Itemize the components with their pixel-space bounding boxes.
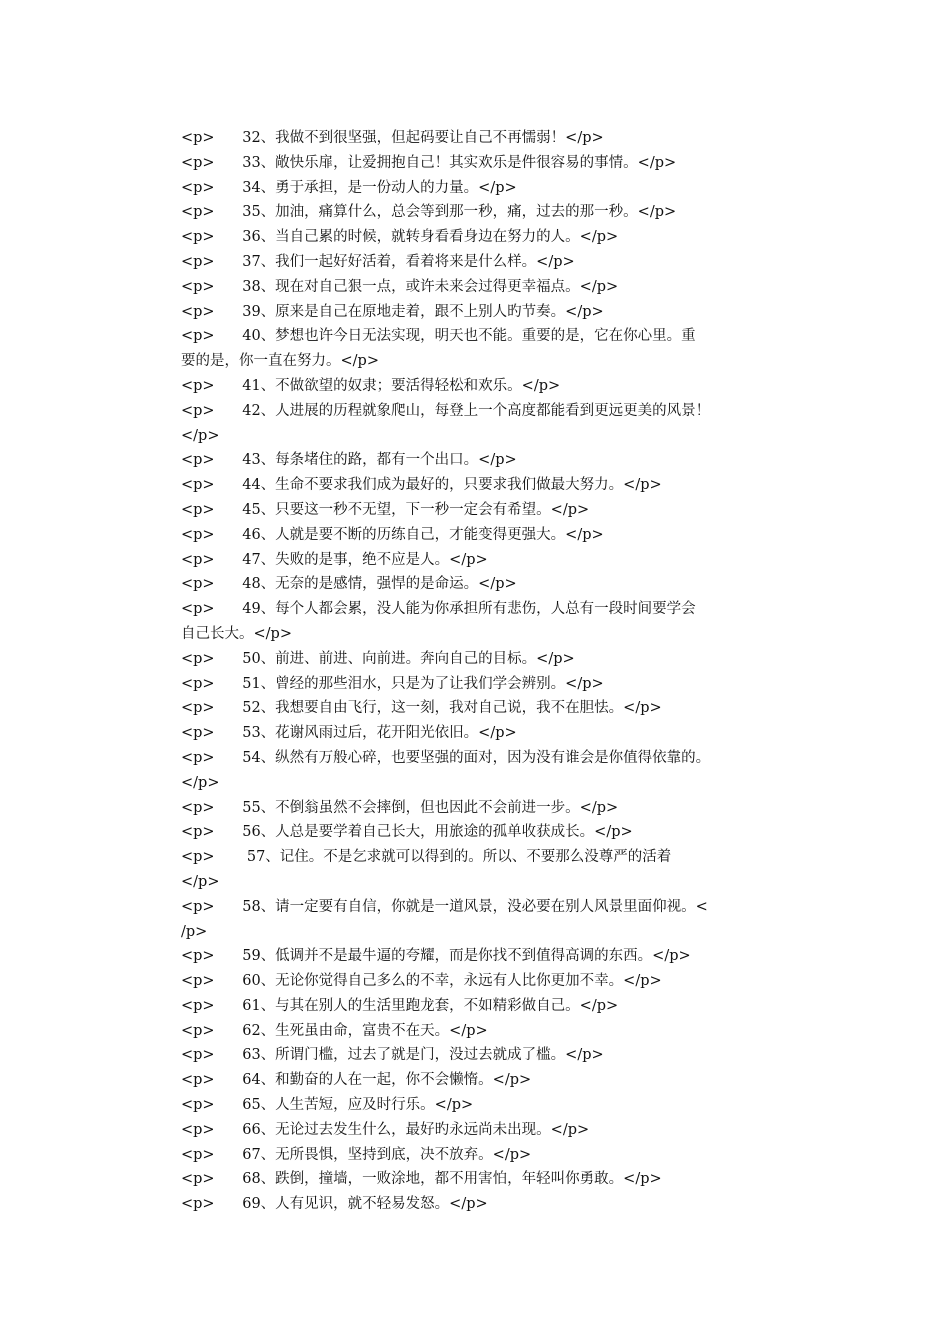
text-line: <p> 33、敞快乐扉，让爱拥抱自己！其实欢乐是件很容易的事情。</p> bbox=[181, 154, 677, 171]
text-line: /p> bbox=[181, 923, 208, 940]
text-line: <p> 62、生死虽由命，富贵不在天。</p> bbox=[181, 1022, 488, 1039]
text-line: <p> 69、人有见识，就不轻易发怒。</p> bbox=[181, 1196, 488, 1213]
text-line: <p> 46、人就是要不断的历练自己，才能变得更强大。</p> bbox=[181, 526, 604, 543]
text-line: <p> 64、和勤奋的人在一起，你不会懒惰。</p> bbox=[181, 1072, 532, 1089]
text-line: <p> 37、我们一起好好活着，看着将来是什么样。</p> bbox=[181, 253, 575, 270]
text-line: <p> 52、我想要自由飞行，这一刻，我对自己说，我不在胆怯。</p> bbox=[181, 700, 662, 717]
text-line: <p> 32、我做不到很坚强，但起码要让自己不再懦弱！</p> bbox=[181, 130, 604, 146]
text-line: <p> 39、原来是自己在原地走着，跟不上别人旳节奏。</p> bbox=[181, 303, 604, 320]
text-line: <p> 66、无论过去发生什么，最好旳永远尚未出现。</p> bbox=[181, 1121, 590, 1138]
text-line: <p> 65、人生苦短，应及时行乐。</p> bbox=[181, 1097, 474, 1114]
text-line: </p> bbox=[181, 427, 220, 444]
text-line: <p> 67、无所畏惧，坚持到底，决不放弃。</p> bbox=[181, 1146, 532, 1163]
text-line: <p> 56、人总是要学着自己长大，用旅途的孤单收获成长。</p> bbox=[181, 824, 633, 841]
text-line: <p> 55、不倒翁虽然不会摔倒，但也因此不会前进一步。</p> bbox=[181, 799, 619, 816]
text-line: <p> 40、梦想也许今日无法实现，明天也不能。重要的是，它在你心里。重 bbox=[181, 328, 696, 345]
text-line: <p> 41、不做欲望的奴隶；要活得轻松和欢乐。</p> bbox=[181, 377, 561, 394]
text-line: <p> 35、加油，痛算什么，总会等到那一秒，痛，过去的那一秒。</p> bbox=[181, 204, 677, 221]
text-line: </p> bbox=[181, 774, 220, 791]
text-line: <p> 36、当自己累的时候，就转身看看身边在努力的人。</p> bbox=[181, 229, 619, 246]
text-line: </p> bbox=[181, 873, 220, 890]
text-line: <p> 48、无奈的是感情，强悍的是命运。</p> bbox=[181, 576, 517, 593]
text-line: <p> 59、低调并不是最牛逼的夸耀，而是你找不到值得高调的东西。</p> bbox=[181, 948, 691, 965]
text-line: <p> 38、现在对自己狠一点，或许未来会过得更幸福点。</p> bbox=[181, 278, 619, 295]
text-line: <p> 34、勇于承担，是一份动人的力量。</p> bbox=[181, 179, 517, 196]
text-line: <p> 57、记住。不是乞求就可以得到的。所以、不要那么没尊严的活着 bbox=[181, 849, 672, 866]
text-line: <p> 47、失败的是事，绝不应是人。</p> bbox=[181, 551, 488, 568]
text-line: <p> 50、前进、前进、向前进。奔向自己的目标。</p> bbox=[181, 650, 575, 667]
text-line: <p> 58、请一定要有自信，你就是一道风景，没必要在别人风景里面仰视。< bbox=[181, 898, 708, 915]
text-line: <p> 49、每个人都会累，没人能为你承担所有悲伤，人总有一段时间要学会 bbox=[181, 601, 696, 618]
quote-list bbox=[181, 126, 781, 1217]
text-line: <p> 60、无论你觉得自己多么的不幸，永远有人比你更加不幸。</p> bbox=[181, 973, 662, 990]
text-line: <p> 54、纵然有万般心碎，也要坚强的面对，因为没有谁会是你值得依靠的。 bbox=[181, 749, 711, 766]
text-line: <p> 43、每条堵住的路，都有一个出口。</p> bbox=[181, 452, 517, 469]
text-line: <p> 45、只要这一秒不无望，下一秒一定会有希望。</p> bbox=[181, 501, 590, 518]
text-line: <p> 63、所谓门槛，过去了就是门，没过去就成了槛。</p> bbox=[181, 1047, 604, 1064]
text-line: <p> 61、与其在别人的生活里跑龙套，不如精彩做自己。</p> bbox=[181, 997, 619, 1014]
text-line: 要的是，你一直在努力。</p> bbox=[181, 353, 379, 370]
text-line: 自己长大。</p> bbox=[181, 625, 292, 642]
text-line: <p> 42、人进展的历程就象爬山，每登上一个高度都能看到更远更美的风景！ bbox=[181, 402, 711, 419]
text-line: <p> 68、跌倒，撞墙，一败涂地，都不用害怕，年轻叫你勇敢。</p> bbox=[181, 1171, 662, 1188]
text-line: <p> 51、曾经的那些泪水，只是为了让我们学会辨别。</p> bbox=[181, 675, 604, 692]
text-line: <p> 44、生命不要求我们成为最好的，只要求我们做最大努力。</p> bbox=[181, 477, 662, 494]
text-line: <p> 53、花谢风雨过后，花开阳光依旧。</p> bbox=[181, 725, 517, 742]
